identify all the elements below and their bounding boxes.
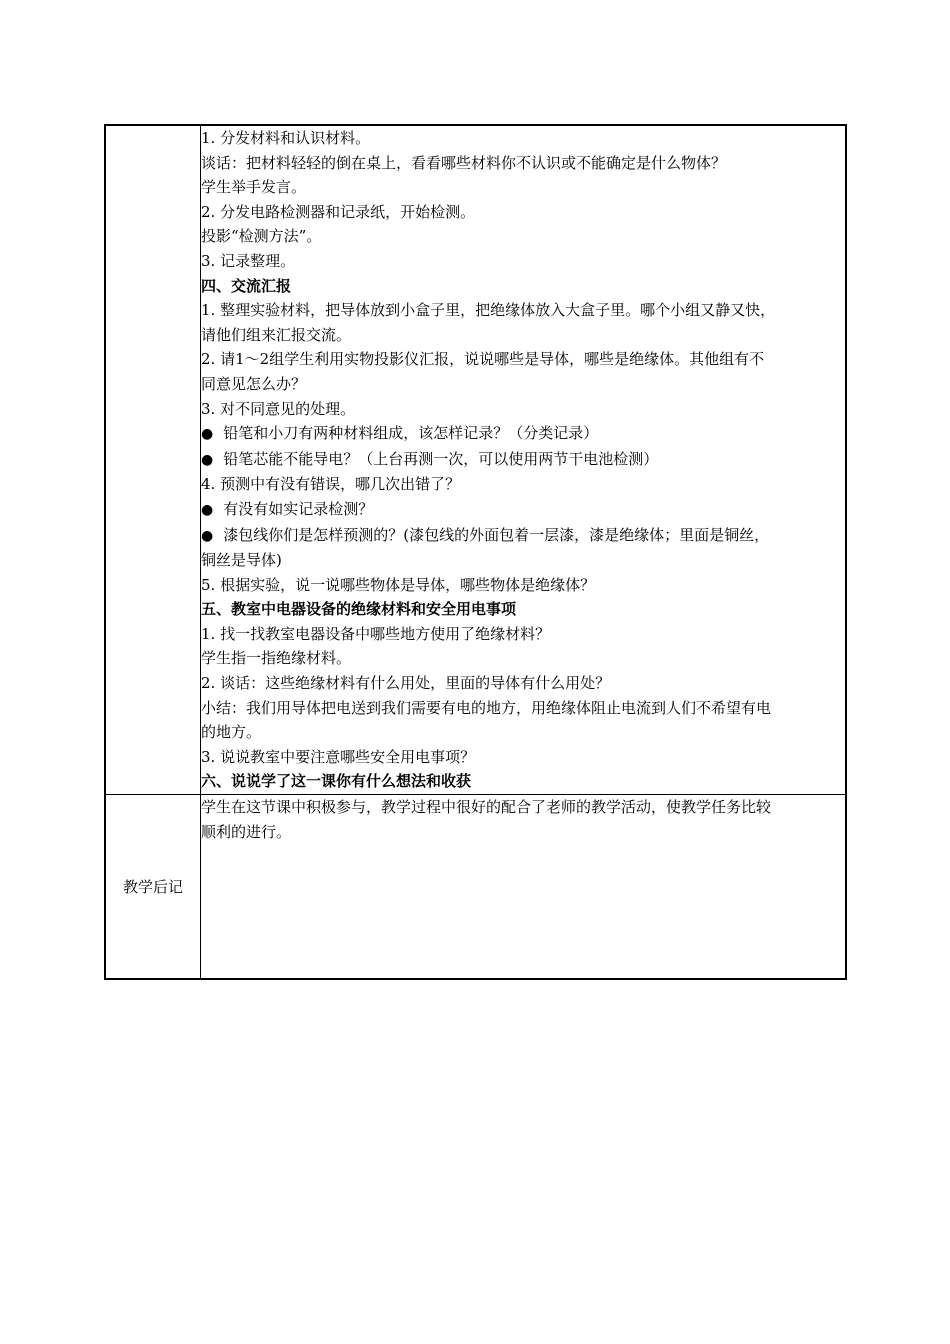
content-line: 4. 预测中有没有错误，哪几次出错了？ — [201, 475, 461, 494]
content-line: 1. 找一找教室电器设备中哪些地方使用了绝缘材料？ — [201, 624, 551, 643]
teaching-process-row — [105, 125, 846, 795]
bullet-item: ● 铅笔和小刀有两种材料组成，该怎样记录？（分类记录） — [201, 421, 845, 447]
content-line: 2. 谈话：这些绝缘材料有什么用处，里面的导体有什么用处？ — [201, 674, 611, 693]
content-line: 2. 分发电路检测器和记录纸，开始检测。 — [201, 202, 476, 221]
content-line: 请他们组来汇报交流。 — [201, 325, 352, 344]
content-line: 学生指一指绝缘材料。 — [201, 649, 352, 668]
bullet-item: ● 铅笔芯能不能导电？（上台再测一次，可以使用两节干电池检测） — [201, 447, 845, 473]
content-line: 的地方。 — [201, 723, 262, 742]
lesson-plan-table — [104, 124, 847, 980]
content-line: 2. 请1～2组学生利用实物投影仪汇报，说说哪些是导体，哪些是绝缘体。其他组有不 — [201, 350, 765, 369]
content-line: 5. 根据实验，说一说哪些物体是导体，哪些物体是绝缘体？ — [201, 575, 596, 594]
content-line: 铜丝是导体) — [201, 551, 282, 570]
notes-content-cell — [201, 795, 847, 980]
teaching-notes-row — [105, 795, 846, 980]
notes-line: 顺利的进行。 — [201, 822, 292, 841]
section-heading: 六、说说学了这一课你有什么想法和收获 — [201, 772, 472, 791]
content-line: 3. 记录整理。 — [201, 251, 296, 270]
content-line: 谈话：把材料轻轻的倒在桌上，看看哪些材料你不认识或不能确定是什么物体？ — [201, 153, 727, 172]
process-label-cell — [105, 125, 201, 795]
notes-label: 教学后记 — [105, 795, 201, 980]
content-line: 同意见怎么办？ — [201, 374, 307, 393]
section-heading: 五、教室中电器设备的绝缘材料和安全用电事项 — [201, 600, 517, 619]
bullet-item: ● 有没有如实记录检测？ — [201, 497, 845, 523]
content-line: 投影“检测方法”。 — [201, 227, 322, 246]
content-line: 1. 整理实验材料，把导体放到小盒子里，把绝缘体放入大盒子里。哪个小组又静又快， — [201, 301, 776, 320]
content-line: 1. 分发材料和认识材料。 — [201, 129, 371, 147]
section-heading: 四、交流汇报 — [201, 276, 292, 295]
content-line: 小结：我们用导体把电送到我们需要有电的地方，用绝缘体阻止电流到人们不希望有电 — [201, 698, 772, 717]
notes-line: 学生在这节课中积极参与，教学过程中很好的配合了老师的教学活动，使教学任务比较 — [201, 798, 772, 817]
process-content-cell — [201, 125, 847, 795]
bullet-item: ● 漆包线你们是怎样预测的？(漆包线的外面包着一层漆，漆是绝缘体；里面是铜丝， — [201, 523, 845, 549]
content-line: 学生举手发言。 — [201, 178, 307, 197]
content-line: 3. 对不同意见的处理。 — [201, 399, 356, 418]
content-line: 3. 说说教室中要注意哪些安全用电事项？ — [201, 747, 476, 766]
